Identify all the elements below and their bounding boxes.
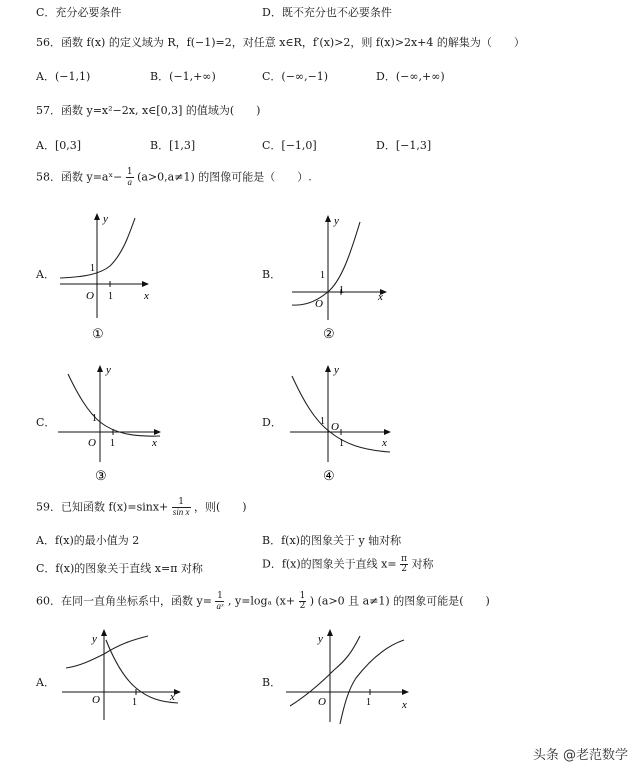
q58-label-a: A．: [36, 268, 55, 281]
q55-option-c: C．充分必要条件: [36, 6, 122, 19]
q59-option-d-fraction: [400, 555, 408, 574]
q57-option-b: B．[1,3]: [150, 139, 196, 152]
q60a-x-tick: 1: [132, 697, 137, 708]
q60a-x-label: x: [170, 691, 175, 703]
q55-option-d: D．既不充分也不必要条件: [262, 6, 392, 19]
q60-fraction-2: [299, 592, 307, 611]
q60-stem: [36, 592, 490, 611]
q60-frac2-num: 1: [299, 591, 306, 601]
q58-label-c: C．: [36, 416, 56, 429]
q58-frac-den: a: [127, 177, 132, 187]
graph-d-origin: O: [331, 421, 339, 433]
graph-c-x-label: x: [152, 437, 157, 449]
q59-frac-den: sin x: [172, 507, 190, 517]
graph-b-origin: O: [315, 298, 323, 310]
q59-option-a: A．f(x)的最小值为 2: [36, 534, 140, 547]
q59-option-d: [262, 555, 434, 574]
graph-b-x-tick: 1: [339, 285, 344, 296]
q60-paren-suffix: ): [309, 594, 315, 608]
graph-a-origin: O: [86, 290, 94, 302]
q59-optd-num: π: [401, 554, 408, 564]
graph-c-x-tick: 1: [110, 438, 115, 449]
q60-stem-prefix: 60．在同一直角坐标系中，函数 y=: [36, 594, 212, 608]
graph-d-y-tick: 1: [320, 416, 325, 427]
watermark: 头条 @老范数学: [532, 748, 628, 763]
q60-frac1-den: aˣ: [216, 601, 224, 611]
q59-stem: [36, 498, 247, 517]
q60-paren-prefix: (x+: [275, 594, 296, 608]
graph-c-y-label: y: [106, 364, 111, 376]
q56-option-d: D．(−∞,+∞): [376, 70, 445, 83]
q60a-y-label: y: [92, 633, 97, 645]
q58-stem-suffix: (a>0,a≠1) 的图像可能是（ ）.: [137, 170, 312, 184]
graph-d-x-label: x: [382, 437, 387, 449]
q59-fraction: [172, 498, 191, 517]
q60-graph-b: [286, 630, 408, 724]
graph-c-caption: ③: [95, 468, 107, 483]
q59-option-d-suffix: 对称: [411, 557, 434, 571]
graph-d-y-label: y: [334, 364, 339, 376]
q58-label-d: D．: [262, 416, 282, 429]
q59-stem-suffix: ，则( ): [194, 500, 247, 514]
q59-option-d-prefix: D．f(x)的图象关于直线 x=: [262, 557, 397, 571]
q60-fraction-1: [215, 592, 224, 611]
q60b-origin: O: [318, 696, 326, 708]
q59-option-c: C．f(x)的图象关于直线 x=π 对称: [36, 562, 203, 575]
q59-option-b: B．f(x)的图象关于 y 轴对称: [262, 534, 402, 547]
q56-option-b: B．(−1,+∞): [150, 70, 216, 83]
q60b-y-label: y: [318, 633, 323, 645]
q56-option-c: C．(−∞,−1): [262, 70, 329, 83]
graph-a-y-tick: 1: [90, 263, 95, 274]
q57-option-a: A．[0,3]: [36, 139, 82, 152]
q59-optd-den: 2: [401, 564, 407, 574]
graph-d-x-tick: 1: [339, 438, 344, 449]
q58-frac-num: 1: [126, 167, 133, 177]
graph-c-origin: O: [88, 437, 96, 449]
graph-a-caption: ①: [92, 326, 104, 341]
graph-b-x-label: x: [378, 291, 383, 303]
q57-option-d: D．[−1,3]: [376, 139, 432, 152]
q60b-x-label: x: [402, 699, 407, 711]
q60-frac2-den: 2: [299, 601, 306, 611]
q60b-x-tick: 1: [366, 697, 371, 708]
q60-label-b: B．: [262, 676, 282, 689]
graph-d-caption: ④: [323, 468, 335, 483]
graph-a: [60, 213, 149, 341]
q56-stem: 56．函数 f(x) 的定义域为 R，f(−1)=2，对任意 x∈R，f′(x)>2，则 f(x)>2x+4 的解集为（ ）: [36, 36, 525, 49]
graph-a-x-label: x: [144, 290, 149, 302]
q59-frac-num: 1: [172, 498, 191, 508]
q58-label-b: B．: [262, 268, 282, 281]
graph-b: [292, 215, 386, 341]
q59-stem-prefix: 59．已知函数 f(x)=sinx+: [36, 500, 169, 514]
graph-d: [290, 364, 390, 483]
graph-b-caption: ②: [323, 326, 335, 341]
q60-frac1-num: 1: [217, 591, 223, 601]
graph-c: [58, 364, 160, 483]
q60-graph-a: [62, 630, 180, 720]
q58-stem-prefix: 58．函数 y=aˣ−: [36, 170, 123, 184]
graph-a-x-tick: 1: [108, 291, 113, 302]
q60-label-a: A．: [36, 676, 55, 689]
q60-stem-mid: , y=logₐ: [227, 594, 272, 608]
q57-stem: 57．函数 y=x²−2x, x∈[0,3] 的值域为( ): [36, 104, 261, 117]
q60-stem-suffix: (a>0 且 a≠1) 的图象可能是( ): [317, 594, 490, 608]
graph-b-y-label: y: [334, 215, 339, 227]
q60a-origin: O: [92, 694, 100, 706]
graph-b-y-tick: 1: [320, 270, 325, 281]
q56-option-a: A．(−1,1): [36, 70, 91, 83]
graph-c-y-tick: 1: [92, 413, 97, 424]
q57-option-c: C．[−1,0]: [262, 139, 317, 152]
graph-a-y-label: y: [103, 213, 108, 225]
